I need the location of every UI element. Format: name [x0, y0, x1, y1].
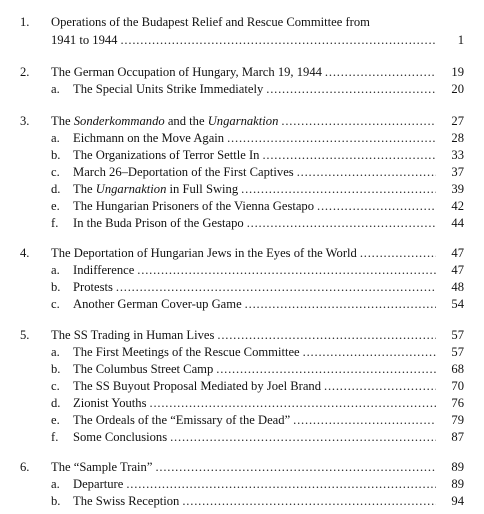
- chapter-title: The German Occupation of Hungary, March 19, 1944: [51, 64, 325, 80]
- dot-leader: [155, 459, 436, 475]
- page-number: 37: [451, 165, 464, 179]
- section-letter: a.: [51, 131, 60, 145]
- dot-leader: [293, 412, 436, 428]
- title-text: The: [51, 114, 74, 128]
- page-number: 28: [451, 131, 464, 145]
- toc-entry: [73, 279, 436, 295]
- page-number: 47: [451, 263, 464, 277]
- section-title: In the Buda Prison of the Gestapo: [73, 215, 247, 231]
- section-letter: a.: [51, 263, 60, 277]
- page-number: 57: [451, 345, 464, 359]
- section-title: The Swiss Reception: [73, 493, 182, 509]
- chapter-title-line2: 1941 to 1944: [51, 32, 120, 48]
- page-number: 19: [451, 65, 464, 79]
- dot-leader: [170, 429, 436, 445]
- chapter-number: 2.: [20, 65, 30, 79]
- toc-entry: [73, 147, 436, 163]
- page-number: 20: [451, 82, 464, 96]
- section-title: Another German Cover-up Game: [73, 296, 245, 312]
- page-number: 33: [451, 148, 464, 162]
- toc-entry: [73, 130, 436, 146]
- section-letter: b.: [51, 362, 61, 376]
- toc-entry: [73, 296, 436, 312]
- chapter-number: 3.: [20, 114, 30, 128]
- dot-leader: [182, 493, 436, 509]
- page-number: 79: [451, 413, 464, 427]
- section-letter: c.: [51, 165, 60, 179]
- dot-leader: [216, 361, 436, 377]
- toc-entry: [51, 32, 436, 48]
- page-number: 47: [451, 246, 464, 260]
- section-letter: a.: [51, 345, 60, 359]
- section-title: Some Conclusions: [73, 429, 170, 445]
- section-title: The SS Buyout Proposal Mediated by Joel Brand: [73, 378, 324, 394]
- dot-leader: [324, 378, 436, 394]
- page-number: 87: [451, 430, 464, 444]
- section-title: [73, 181, 241, 197]
- dot-leader: [120, 32, 436, 48]
- toc-entry: [51, 459, 436, 475]
- page-number: 54: [451, 297, 464, 311]
- dot-leader: [281, 113, 436, 129]
- toc-entry: [73, 164, 436, 180]
- title-text: The: [73, 182, 96, 196]
- dot-leader: [360, 245, 436, 261]
- section-letter: f.: [51, 430, 59, 444]
- section-letter: e.: [51, 199, 60, 213]
- chapter-title: The Deportation of Hungarian Jews in the Eyes of the World: [51, 245, 360, 261]
- section-title: March 26–Deportation of the First Captives: [73, 164, 297, 180]
- toc-entry: [73, 412, 436, 428]
- section-title: The Hungarian Prisoners of the Vienna Gestapo: [73, 198, 317, 214]
- dot-leader: [150, 395, 437, 411]
- toc-entry: [73, 262, 436, 278]
- page-number: 39: [451, 182, 464, 196]
- dot-leader: [317, 198, 436, 214]
- chapter-number: 5.: [20, 328, 30, 342]
- page-number: 44: [451, 216, 464, 230]
- section-title: Departure: [73, 476, 126, 492]
- section-letter: a.: [51, 82, 60, 96]
- dot-leader: [325, 64, 436, 80]
- dot-leader: [262, 147, 436, 163]
- toc-entry: [73, 476, 436, 492]
- section-letter: b.: [51, 280, 61, 294]
- section-letter: c.: [51, 297, 60, 311]
- toc-entry: [73, 361, 436, 377]
- section-letter: a.: [51, 477, 60, 491]
- toc-entry: [73, 215, 436, 231]
- page-number: 27: [451, 114, 464, 128]
- section-letter: d.: [51, 396, 61, 410]
- toc-entry: [73, 344, 436, 360]
- section-letter: e.: [51, 413, 60, 427]
- section-title: Zionist Youths: [73, 395, 150, 411]
- section-title: Indifference: [73, 262, 137, 278]
- chapter-title: The “Sample Train”: [51, 459, 155, 475]
- chapter-number: 6.: [20, 460, 30, 474]
- toc-entry: [51, 245, 436, 261]
- chapter-title: [51, 113, 281, 129]
- title-italic: Ungarnaktion: [95, 182, 167, 196]
- page-number: 70: [451, 379, 464, 393]
- dot-leader: [297, 164, 436, 180]
- page-number: 76: [451, 396, 464, 410]
- toc-entry: [73, 429, 436, 445]
- section-title: The Columbus Street Camp: [73, 361, 216, 377]
- title-italic: Ungarnaktion: [207, 114, 279, 128]
- toc-entry: [73, 198, 436, 214]
- section-title: The Ordeals of the “Emissary of the Dead”: [73, 412, 293, 428]
- section-title: Protests: [73, 279, 116, 295]
- dot-leader: [126, 476, 436, 492]
- dot-leader: [137, 262, 436, 278]
- toc-entry: [73, 181, 436, 197]
- toc-entry: [73, 493, 436, 509]
- section-title: The Organizations of Terror Settle In: [73, 147, 262, 163]
- chapter-title: The SS Trading in Human Lives: [51, 327, 217, 343]
- page-number: 57: [451, 328, 464, 342]
- page-number: 89: [451, 477, 464, 491]
- toc-entry: [73, 378, 436, 394]
- toc-entry: [51, 64, 436, 80]
- section-letter: b.: [51, 148, 61, 162]
- page-number: 68: [451, 362, 464, 376]
- chapter-number: 1.: [20, 15, 30, 29]
- dot-leader: [247, 215, 436, 231]
- toc-entry: [51, 113, 436, 129]
- page-number: 48: [451, 280, 464, 294]
- section-letter: c.: [51, 379, 60, 393]
- dot-leader: [266, 81, 436, 97]
- dot-leader: [217, 327, 436, 343]
- chapter-number: 4.: [20, 246, 30, 260]
- page-number: 94: [451, 494, 464, 508]
- section-letter: f.: [51, 216, 59, 230]
- page-number: 89: [451, 460, 464, 474]
- toc-entry: [73, 395, 436, 411]
- dot-leader: [303, 344, 436, 360]
- dot-leader: [227, 130, 436, 146]
- title-text: and the: [164, 114, 208, 128]
- chapter-title-line1: Operations of the Budapest Relief and Rescue Committee from: [51, 15, 370, 29]
- page-number: 42: [451, 199, 464, 213]
- toc-entry: [73, 81, 436, 97]
- section-letter: b.: [51, 494, 61, 508]
- section-title: The Special Units Strike Immediately: [73, 81, 266, 97]
- dot-leader: [116, 279, 436, 295]
- dot-leader: [245, 296, 436, 312]
- title-italic: Sonderkommando: [73, 114, 165, 128]
- page-number: 1: [457, 33, 464, 47]
- dot-leader: [241, 181, 436, 197]
- section-title: Eichmann on the Move Again: [73, 130, 227, 146]
- section-title: The First Meetings of the Rescue Committee: [73, 344, 303, 360]
- section-letter: d.: [51, 182, 61, 196]
- title-text: in Full Swing: [166, 182, 239, 196]
- toc-entry: [51, 327, 436, 343]
